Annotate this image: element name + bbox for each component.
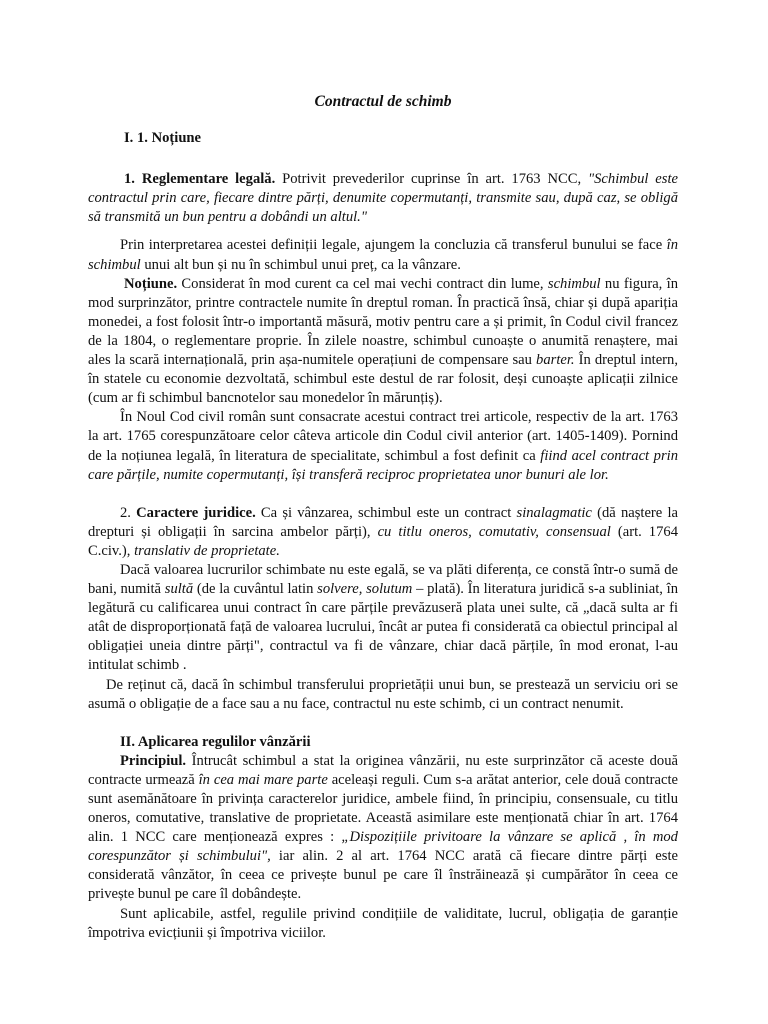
section-heading-aplicarea: II. Aplicarea regulilor vânzării (120, 733, 311, 750)
paragraph-principiul: Principiul. Întrucât schimbul a stat la originea vânzării, nu este surprinzător că aceste două contracte urmează în cea mai mare parte aceleași reguli. Cum s-a arătat anterior, cele două contracte sunt asemănătoare în privința caracterelor juridice, ambele fiind, în principiu, consensuale, cu titlu oneros, comutative, translative de proprietate. Această asimilare este menționată chiar în art. 1764 alin. 1 NCC care menționează expres : „Dispozițiile privitoare la vânzare se aplică , în mod corespunzător și schimbului", iar alin. 2 al art. 1764 NCC arată că fiecare dintre părți este considerată vânzător, în ceea ce privește bunul pe care îl înstrăinează și cumpărător în ceea ce privește bunul pe care îl dobândește. (88, 752, 679, 903)
quote-definitie: "Schimbul este contractul prin care, fiecare dintre părți, denumite copermutanți, transmite sau, după caz, se obligă să transmită un bun pentru a dobândi un altul." (88, 171, 679, 226)
paragraph-reglementare: 1. Reglementare legală. Potrivit prevederilor cuprinse în art. 1763 NCC, "Schimbul este contractul prin care, fiecare dintre părți, denumite copermutanți, transmite sau, după caz, se obligă să transmită un bun pentru a dobândi un altul." (88, 171, 679, 226)
paragraph-interpretare: Prin interpretarea acestei definiții legale, ajungem la concluzia că transferul bunului se face în schimbul unui alt bun și nu în schimbul unui preț, ca la vânzare. (88, 237, 678, 273)
label-notiune: Noțiune. (124, 275, 178, 292)
paragraph-sulta: Dacă valoarea lucrurilor schimbate nu este egală, se va plăti diferența, ce constă într-o sumă de bani, numită sultă (de la cuvântul latin solvere, solutum – plată). În literatura juridică s-a subliniat, în legătură cu calificarea unui contract în care părțile prevăzuseră plata unei sulte, că „dacă sulta ar fi atât de disproporționată față de valoarea lucrului, încât ar putea fi considerată ca obiectul principal al obligației uneia dintre părți", contractul va fi de vânzare, chiar dacă părțile, în mod eronat, l-au intitulat schimb . (88, 561, 678, 674)
section-heading-notiune: I. 1. Noțiune (124, 130, 202, 147)
paragraph-de-retinut: De reținut că, dacă în schimbul transferului proprietății unui bun, se prestează un serviciu ori se asumă o obligație de a face sau a nu face, contractul nu este schimb, ci un contract nenumit. (88, 676, 678, 712)
paragraph-noul-cod: În Noul Cod civil român sunt consacrate acestui contract trei articole, respectiv de la art. 1763 la art. 1765 corespunzătoare celor câteva articole din Codul civil anterior (art. 1405-1409). Pornind de la noțiunea legală, în literatura de specialitate, schimbul a fost definit ca fiind acel contract prin care părțile, numite copermutanți, își transferă reciproc proprietatea unor bunuri ale lor. (88, 409, 678, 483)
paragraph-aplicabile: Sunt aplicabile, astfel, regulile privind condițiile de validitate, lucrul, obligația de garanție împotriva evicțiunii și împotriva viciilor. (88, 905, 678, 941)
label-reglementare: 1. Reglementare legală. (124, 171, 276, 188)
paragraph-notiune: Noțiune. Considerat în mod curent ca cel mai vechi contract din lume, schimbul nu figura, în mod surprinzător, printre contractele numite în dreptul roman. În practică însă, chiar și după apariția monedei, a fost folosit într-o importantă măsură, motiv pentru care a și primit, în Codul civil francez de la 1804, o reglementare proprie. În zilele noastre, schimbul cunoaște o anumită renaștere, mai ales la scară internațională, prin așa-numitele operațiuni de compensare sau barter. În dreptul intern, în statele cu economie dezvoltată, schimbul este destul de rar folosit, deși cunoaște aplicații zilnice (cum ar fi schimbul bancnotelor sau monedelor în mărunțiș). (88, 275, 678, 407)
document-title: Contractul de schimb (314, 93, 452, 110)
paragraph-caractere: 2. Caractere juridice. Ca și vânzarea, schimbul este un contract sinalagmatic (dă naștere la drepturi și obligații în sarcina ambelor părți), cu titlu oneros, comutativ, consensual (art. 1764 C.civ.), translativ de proprietate. (88, 504, 678, 559)
label-principiul: Principiul. (120, 752, 187, 769)
label-caractere: Caractere juridice. (136, 504, 256, 521)
